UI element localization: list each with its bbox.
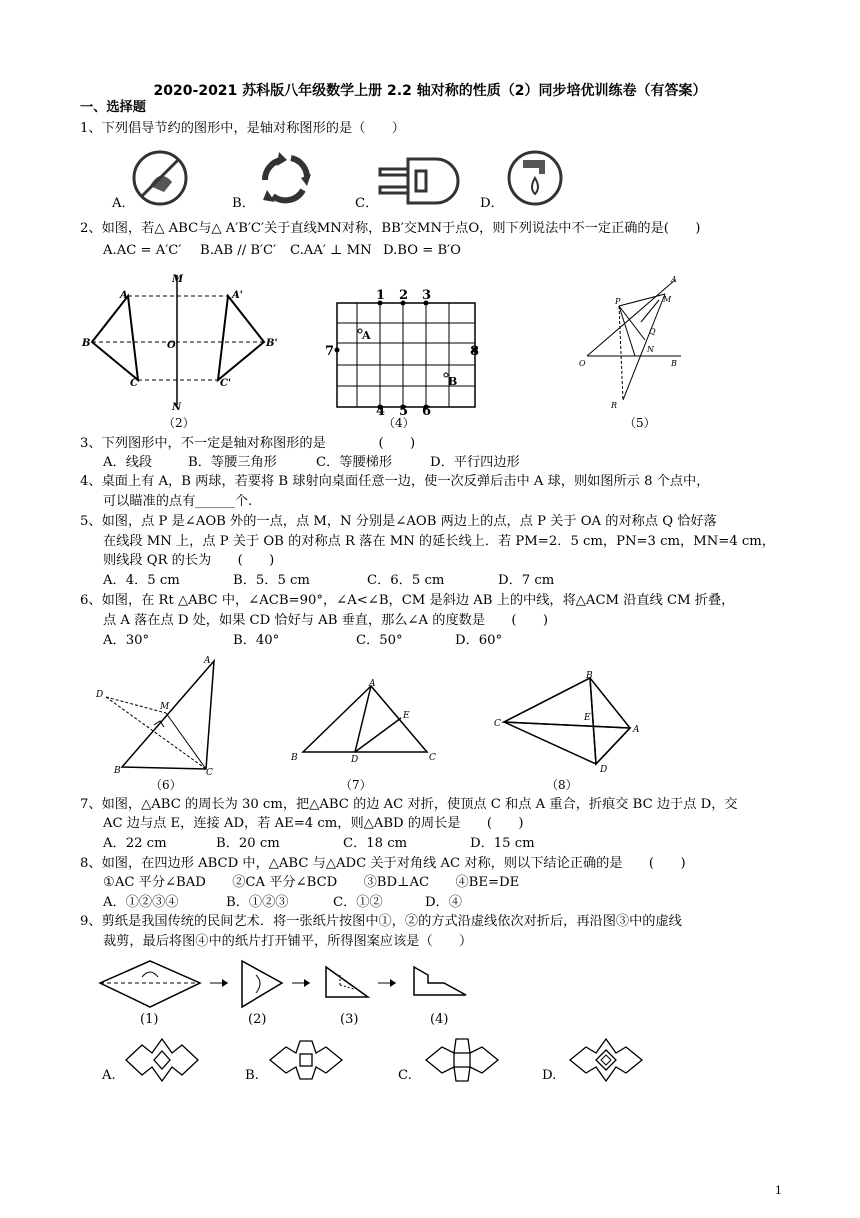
q5-option-b: B．5．5 cm — [233, 573, 310, 588]
fig5-label-a: A — [671, 275, 677, 284]
fig7-label-e: E — [403, 711, 410, 721]
fig5-label-o: O — [579, 359, 586, 368]
fig2-label-b: B — [82, 338, 91, 349]
q2-option-b: B.AB // B′C′ — [200, 243, 277, 258]
q2-option-a: A.AC = A′C′ — [103, 243, 182, 258]
figure-8-caption: （8） — [546, 778, 578, 792]
fig8-label-c: C — [494, 719, 501, 729]
q5-option-c: C．6．5 cm — [367, 573, 445, 588]
figure-5-caption: （5） — [624, 416, 656, 430]
q7-option-b: B．20 cm — [216, 836, 280, 851]
q8-option-a: A．①②③④ — [103, 895, 179, 910]
fig6-label-m: M — [160, 702, 170, 712]
q6-option-d: D．60° — [455, 633, 503, 648]
fig8-label-b: B — [586, 671, 593, 681]
question-1-stem: 1、下列倡导节约的图形中，是轴对称图形的是（ ） — [80, 121, 405, 136]
q9-step-4-label: (4) — [430, 1012, 449, 1027]
q6-option-a: A．30° — [103, 633, 150, 648]
q3-option-a: A．线段 — [103, 455, 153, 470]
q3-option-d: D．平行四边形 — [430, 455, 520, 470]
question-5-line-2: 在线段 MN 上，点 P 关于 OB 的对称点 R 落在 MN 的延长线上．若 PM=2．5 cm，PN=3 cm，MN=4 cm， — [103, 534, 775, 549]
q1-option-c-label: C． — [355, 196, 379, 211]
q1-option-a-no-washing-icon — [130, 148, 190, 208]
question-8-line-2: ①AC 平分∠BAD ②CA 平分∠BCD ③BD⊥AC ④BE=DE — [103, 875, 520, 890]
page-number: 1 — [775, 1184, 782, 1197]
q2-option-c: C.AA′ ⊥ MN — [290, 243, 372, 258]
fig2-label-a-prime: A' — [232, 290, 243, 301]
q8-option-b: B．①②③ — [226, 895, 289, 910]
figure-2-caption: （2） — [163, 416, 195, 430]
q8-option-d: D．④ — [425, 895, 462, 910]
question-6-line-1: 6、如图，在 Rt △ABC 中，∠ACB=90°，∠A<∠B，CM 是斜边 AB 上的中线，将△ACM 沿直线 CM 折叠， — [80, 593, 735, 608]
fig2-label-a: A — [120, 290, 128, 301]
figure-5-angle-reflection — [575, 270, 695, 412]
fig4-label-7: 7 — [325, 344, 335, 359]
fig7-label-b: B — [291, 753, 298, 763]
q5-option-d: D．7 cm — [498, 573, 555, 588]
q2-option-d: D.BO = B′O — [383, 243, 461, 258]
fig4-label-2: 2 — [399, 288, 409, 303]
fig7-label-a: A — [369, 679, 376, 689]
q9-option-d-pattern — [566, 1035, 646, 1085]
q7-option-a: A．22 cm — [103, 836, 167, 851]
fig6-label-b: B — [114, 766, 121, 776]
question-4-line-2: 可以瞄准的点有______个. — [103, 494, 253, 509]
figure-8-symmetric-quadrilateral — [490, 668, 650, 776]
figure-7-caption: （7） — [340, 778, 372, 792]
q9-step-1-label: (1) — [140, 1012, 159, 1027]
fig5-label-p: P — [615, 297, 621, 306]
figure-4-grid-table — [322, 285, 482, 415]
fig4-ball-b: B — [448, 375, 458, 388]
fig5-label-r: R — [611, 401, 618, 410]
q9-folding-steps-diagram — [96, 955, 486, 1027]
q9-option-c-pattern — [422, 1035, 502, 1085]
fig5-label-q: Q — [649, 327, 656, 336]
fig8-label-e: E — [584, 713, 591, 723]
question-6-line-2: 点 A 落在点 D 处，如果 CD 恰好与 AB 垂直，那么∠A 的度数是 ( ) — [103, 613, 549, 628]
fig4-label-1: 1 — [376, 288, 386, 303]
figure-6-caption: （6） — [150, 778, 182, 792]
fig4-label-8: 8 — [470, 344, 480, 359]
question-4-line-1: 4、桌面上有 A，B 两球，若要将 B 球射向桌面任意一边，使一次反弹后击中 A 球，则如图所示 8 个点中， — [80, 474, 710, 489]
q9-step-3-label: (3) — [340, 1012, 359, 1027]
fig4-label-3: 3 — [422, 288, 432, 303]
question-5-line-1: 5、如图，点 P 是∠AOB 外的一点，点 M，N 分别是∠AOB 两边上的点，点 P 关于 OA 的对称点 Q 恰好落 — [80, 514, 717, 529]
question-8-line-1: 8、如图，在四边形 ABCD 中，△ABC 与△ADC 关于对角线 AC 对称，则以下结论正确的是 ( ) — [80, 856, 686, 871]
fig8-label-a: A — [633, 725, 640, 735]
fig2-label-o: O — [167, 340, 176, 351]
question-3-stem: 3、下列图形中，不一定是轴对称图形的是 ( ) — [80, 436, 416, 451]
fig7-label-c: C — [429, 753, 436, 763]
fig6-label-a: A — [204, 656, 211, 666]
q3-option-b: B．等腰三角形 — [188, 455, 277, 470]
fig2-label-b-prime: B' — [266, 338, 278, 349]
q1-option-d-water-tap-icon — [505, 148, 565, 208]
q1-option-d-label: D． — [480, 196, 504, 211]
fig4-ball-a: A — [362, 329, 371, 342]
fig4-label-6: 6 — [422, 404, 432, 415]
q7-option-c: C．18 cm — [343, 836, 408, 851]
question-9-line-2: 裁剪，最后将图④中的纸片打开铺平，所得图案应该是（ ） — [103, 934, 473, 949]
fig8-label-d: D — [600, 765, 608, 775]
q7-option-d: D．15 cm — [470, 836, 535, 851]
question-7-line-1: 7、如图，△ABC 的周长为 30 cm，把△ABC 的边 AC 对折，使顶点 C 和点 A 重合，折痕交 BC 边于点 D，交 — [80, 797, 738, 812]
q8-option-c: C．①② — [333, 895, 383, 910]
q1-option-c-plug-icon — [378, 155, 460, 207]
q9-option-d-label: D. — [542, 1068, 557, 1083]
fig7-label-d: D — [351, 755, 359, 763]
q6-option-c: C．50° — [356, 633, 403, 648]
fig2-label-n: N — [172, 402, 182, 412]
fig2-label-c-prime: C' — [220, 378, 232, 389]
q6-option-b: B．40° — [233, 633, 280, 648]
question-2-stem: 2、如图，若△ ABC与△ A′B′C′关于直线MN对称，BB′交MN于点O，则下列说法中不一定正确的是( ) — [80, 221, 701, 236]
fig6-label-d: D — [96, 690, 104, 700]
q9-step-2-label: (2) — [248, 1012, 267, 1027]
fig4-label-5: 5 — [399, 404, 409, 415]
q9-option-c-label: C. — [398, 1068, 412, 1083]
q9-option-a-label: A. — [102, 1068, 116, 1083]
figure-2-symmetric-triangles — [80, 270, 280, 412]
q9-option-a-pattern — [122, 1035, 202, 1085]
question-5-line-3: 则线段 QR 的长为 ( ) — [103, 553, 275, 568]
figure-7-folded-triangle — [285, 678, 445, 763]
q1-option-a-label: A． — [112, 196, 135, 211]
fig2-label-m: M — [172, 274, 184, 285]
figure-6-folded-right-triangle — [92, 655, 222, 777]
q9-option-b-label: B. — [245, 1068, 259, 1083]
fig4-label-4: 4 — [376, 404, 386, 415]
q9-option-b-pattern — [266, 1035, 346, 1085]
question-9-line-1: 9、剪纸是我国传统的民间艺术．将一张纸片按图中①，②的方式沿虚线依次对折后，再沿图③中的虚线 — [80, 914, 682, 929]
page-title: 2020-2021 苏科版八年级数学上册 2.2 轴对称的性质（2）同步培优训练卷（有答案） — [153, 83, 707, 99]
section-heading: 一、选择题 — [80, 100, 146, 115]
q5-option-a: A．4．5 cm — [103, 573, 180, 588]
figure-4-caption: （4） — [383, 416, 415, 430]
q3-option-c: C．等腰梯形 — [316, 455, 393, 470]
fig6-label-c: C — [206, 768, 213, 777]
question-7-line-2: AC 边与点 E，连接 AD，若 AE=4 cm，则△ABD 的周长是 ( ) — [103, 816, 524, 831]
fig5-label-m: M — [663, 295, 672, 304]
q1-option-b-recycle-icon — [255, 150, 317, 206]
fig2-label-c: C — [130, 378, 138, 389]
fig5-label-b: B — [671, 359, 677, 368]
fig5-label-n: N — [647, 345, 654, 354]
q1-option-b-label: B． — [232, 196, 255, 211]
